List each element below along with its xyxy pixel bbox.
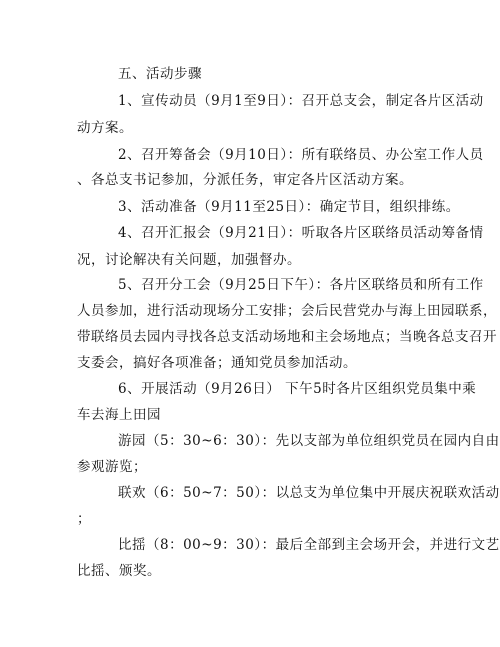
step-5-line-3: 带联络员去园内寻找各总支活动场地和主会场地点；当晚各总支召开 — [77, 329, 497, 345]
step-1-line-1: 1、宣传动员（9月1至9日）：召开总支会，制定各片区活动 — [118, 93, 484, 109]
step-1-line-2: 动方案。 — [77, 120, 133, 136]
step-6-line-1: 6、开展活动（9月26日） 下午5时各片区组织党员集中乘 — [118, 381, 477, 397]
step-4-line-1: 4、召开汇报会（9月21日）：听取各片区联络员活动筹备情 — [118, 225, 484, 241]
schedule-party-line-1: 联欢（6：50~7：50）：以总支为单位集中开展庆祝联欢活动 — [118, 485, 500, 501]
step-5-line-1: 5、召开分工会（9月25日下午）：各片区联络员和所有工作 — [118, 277, 484, 293]
section-heading: 五、活动步骤 — [118, 66, 202, 82]
step-4-line-2: 况，讨论解决有关问题，加强督办。 — [77, 252, 301, 268]
schedule-tour-line-1: 游园（5：30~6：30）：先以支部为单位组织党员在园内自由 — [118, 433, 500, 449]
schedule-tour-line-2: 参观游览； — [77, 459, 147, 475]
step-2-line-1: 2、召开筹备会（9月10日）：所有联络员、办公室工作人员 — [118, 147, 484, 163]
schedule-party-line-2: ； — [77, 511, 91, 527]
step-3-line-1: 3、活动准备（9月11至25日）：确定节目，组织排练。 — [118, 199, 460, 215]
schedule-contest-line-2: 比揺、颁奖。 — [77, 563, 161, 579]
schedule-contest-line-1: 比揺（8：00~9：30）：最后全部到主会场开会，并进行文艺 — [118, 537, 500, 553]
step-5-line-2: 人员参加，进行活动现场分工安排；会后民营党办与海上田园联系， — [77, 303, 497, 319]
step-2-line-2: 、各总支书记参加，分派任务，审定各片区活动方案。 — [77, 172, 413, 188]
step-6-line-2: 车去海上田园 — [77, 407, 161, 423]
step-5-line-4: 支委会，搞好各项准备；通知党员参加活动。 — [77, 355, 357, 371]
